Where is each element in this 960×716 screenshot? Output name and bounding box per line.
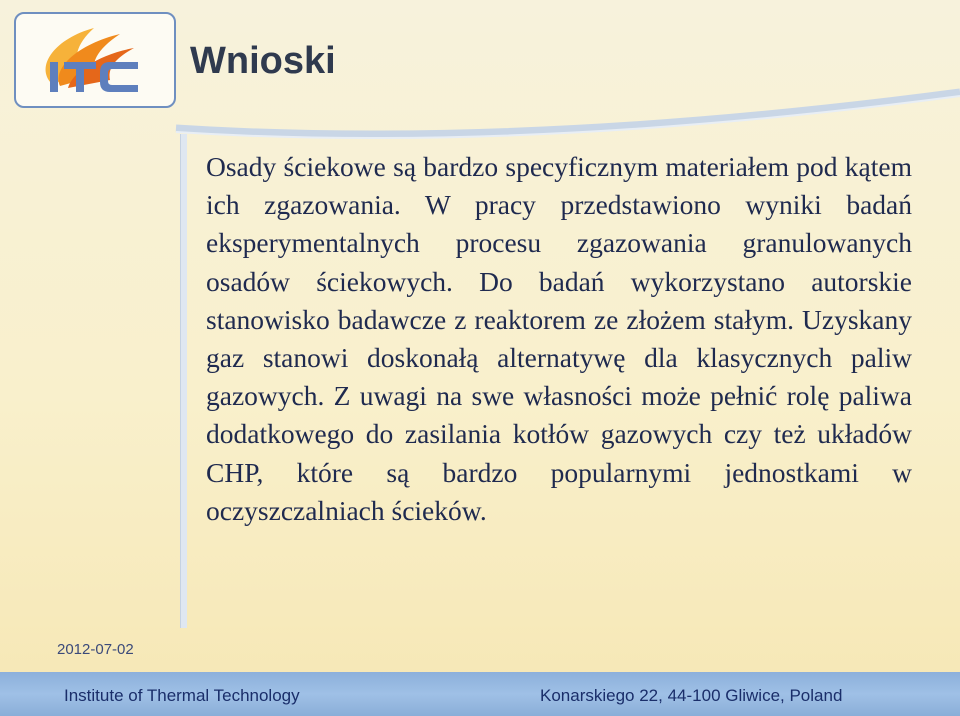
logo-box: [14, 12, 176, 108]
content-frame-edge: [180, 134, 187, 628]
footer-institute: Institute of Thermal Technology: [64, 686, 300, 705]
body-paragraph: Osady ściekowe są bardzo specyficznym materiałem pod kątem ich zgazowania. W pracy przedstawiono wyniki badań eksperymentalnych procesu zgazowania granulowanych osadów ściekowych. Do badań wykorzystano autorskie stanowisko badawcze z reaktorem ze złożem stałym. Uzyskany gaz stanowi doskonałą alternatywę dla klasycznych paliw gazowych. Z uwagi na swe własności może pełnić rolę paliwa dodatkowego do zasilania kotłów gazowych czy też układów CHP, które są bardzo popularnymi jednostkami w oczyszczalniach ścieków.: [206, 151, 912, 526]
page-title: Wnioski: [190, 40, 336, 82]
itc-flame-logo-icon: [16, 14, 174, 106]
slide-date: 2012-07-02: [57, 641, 134, 658]
footer-address: Konarskiego 22, 44-100 Gliwice, Poland: [540, 686, 843, 705]
